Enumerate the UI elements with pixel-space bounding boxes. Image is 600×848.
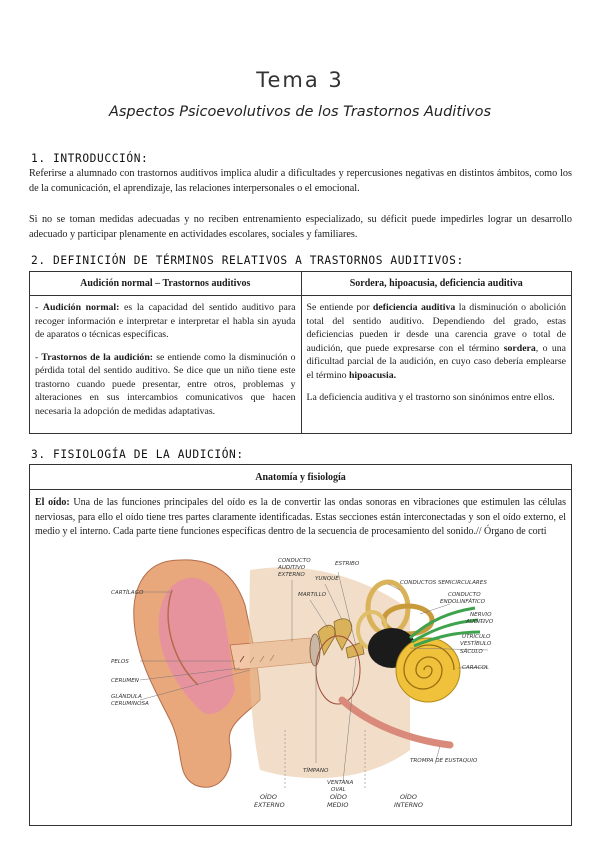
term-sordera: sordera <box>503 342 536 354</box>
label-conducto-auditivo-1: CONDUCTO <box>278 558 311 564</box>
label-nervio-auditivo-2: AUDITIVO <box>466 619 494 625</box>
label-glandula-2: CERUMINOSA <box>111 701 149 707</box>
label-conducto-auditivo-2: AUDITIVO <box>278 565 306 571</box>
temporal-bone-shape <box>249 567 410 778</box>
label-yunque: YUNQUE <box>315 576 339 582</box>
intro-paragraph-1: Referirse a alumnado con trastornos auditivos implica aludir a dificultades y repercusiones negativas en distintos ámbitos, como los de la comunicación, el aprendizaje, las relaciones interpersonales o el emocional. <box>29 168 572 194</box>
cochlea-shape <box>396 638 460 702</box>
label-oido-interno-1: OÍDO <box>400 793 417 801</box>
label-trompa-eustaquio: TROMPA DE EUSTAQUIO <box>410 758 478 764</box>
ear-anatomy-diagram <box>110 550 500 815</box>
page-title: Tema 3 <box>256 68 344 92</box>
definition-trastornos-audicion: - Trastornos de la audición: se entiende como la disminución o pérdida total del sentido auditivo. Se dice que un niño tiene este trastorno cuando puede presentar, entre otros, problemas y alteraciones en sus intercambios comunicativos que hacen necesaria la adopción de medidas adaptativas. <box>35 351 296 417</box>
term-deficiencia-auditiva: deficiencia auditiva <box>372 302 456 313</box>
page-subtitle: Aspectos Psicoevolutivos de los Trastornos Auditivos <box>108 104 492 120</box>
term-hipoacusia: hipoacusia. <box>348 369 397 381</box>
label-vestibulo: VESTÍBULO <box>460 641 492 647</box>
label-conducto-endolinfatico-2: ENDOLINFÁTICO <box>440 599 486 605</box>
intro-paragraph-2: Si no se toman medidas adecuadas y no reciben entrenamiento especializado, su déficit puede impedirles lograr un desarrollo adecuado y participar plenamente en actividades escolares, sociales y familiares. <box>29 214 572 240</box>
label-glandula-1: GLÁNDULA <box>111 694 142 700</box>
label-conducto-endolinfatico-1: CONDUCTO <box>448 592 481 598</box>
label-conductos-semicirculares: CONDUCTOS SEMICIRCULARES <box>400 580 487 586</box>
label-estribo: ESTRIBO <box>335 561 360 567</box>
term-trastornos-audicion: Trastornos de la audición: <box>41 351 154 363</box>
definitions-col2-header: Sordera, hipoacusia, deficiencia auditiva <box>301 272 572 296</box>
label-caracol: CARACOL <box>462 665 489 671</box>
label-oido-medio-1: OÍDO <box>330 793 347 801</box>
physiology-box <box>29 464 572 826</box>
definition-deficiencia-auditiva: Se entiende por deficiencia auditiva la disminución o abolición total del sentido auditivo. Dependiendo del grado, estas deficiencias pueden ir desde una carencia grave o total de audición, que puede expresarse con el término sordera, o una dificultad parcial de la audición, en cuyo caso debería emplearse el término hipoacusia. <box>306 302 566 381</box>
label-cerumen: CERUMEN <box>111 678 139 684</box>
eardrum-shape <box>310 634 320 666</box>
term-audicion-normal: Audición normal: <box>42 302 120 313</box>
label-ventana-oval-1: VENTANA <box>327 780 354 786</box>
definition-sinonimos: La deficiencia auditiva y el trastorno son sinónimos entre ellos. <box>306 392 555 403</box>
section-heading-introduccion: 1. INTRODUCCIÓN: <box>31 152 149 165</box>
definitions-col1-header: Audición normal – Trastornos auditivos <box>30 272 302 296</box>
physiology-paragraph: El oído: Una de las funciones principales del oído es la de convertir las ondas sonoras en vibraciones que estimulen las células nerviosas, para ello el oído tiene tres partes claramente identificadas. Estas secciones están interconectadas y son el oído externo, el medio y el interno. Cada parte tiene funciones específicas dentro de la secuencia de procesamiento del sonido.// Órgano de corti <box>35 497 566 537</box>
label-nervio-auditivo-1: NERVIO <box>470 612 492 618</box>
definitions-col2-cell <box>301 296 572 434</box>
label-conducto-auditivo-3: EXTERNO <box>278 572 305 578</box>
label-utriculo: UTRÍCULO <box>462 634 491 640</box>
label-timpano: TÍMPANO <box>303 768 329 774</box>
definition-audicion-normal: - Audición normal: es la capacidad del sentido auditivo para recoger información e interpretar e interpretar el habla sin ayuda de aparatos o técnicas específicas. <box>35 302 296 340</box>
label-oido-interno-2: INTERNO <box>394 801 423 809</box>
label-oido-externo-1: OÍDO <box>260 793 277 801</box>
definitions-table <box>29 271 572 434</box>
label-oido-externo-2: EXTERNO <box>254 801 285 809</box>
section-heading-fisiologia: 3. FISIOLOGÍA DE LA AUDICIÓN: <box>31 448 244 461</box>
label-pelos: PELOS <box>111 659 129 665</box>
label-ventana-oval-2: OVAL <box>331 787 346 793</box>
section-heading-definiciones: 2. DEFINICIÓN DE TÉRMINOS RELATIVOS A TRASTORNOS AUDITIVOS: <box>31 254 464 267</box>
physiology-box-header: Anatomía y fisiología <box>30 465 571 490</box>
label-martillo: MARTILLO <box>298 592 327 598</box>
label-oido-medio-2: MEDIO <box>327 801 349 809</box>
term-el-oido: El oído: <box>35 497 70 508</box>
label-cartilago: CARTÍLAGO <box>111 590 144 596</box>
label-saculo: SÁCULO <box>460 649 483 655</box>
definitions-col1-cell <box>30 296 302 434</box>
